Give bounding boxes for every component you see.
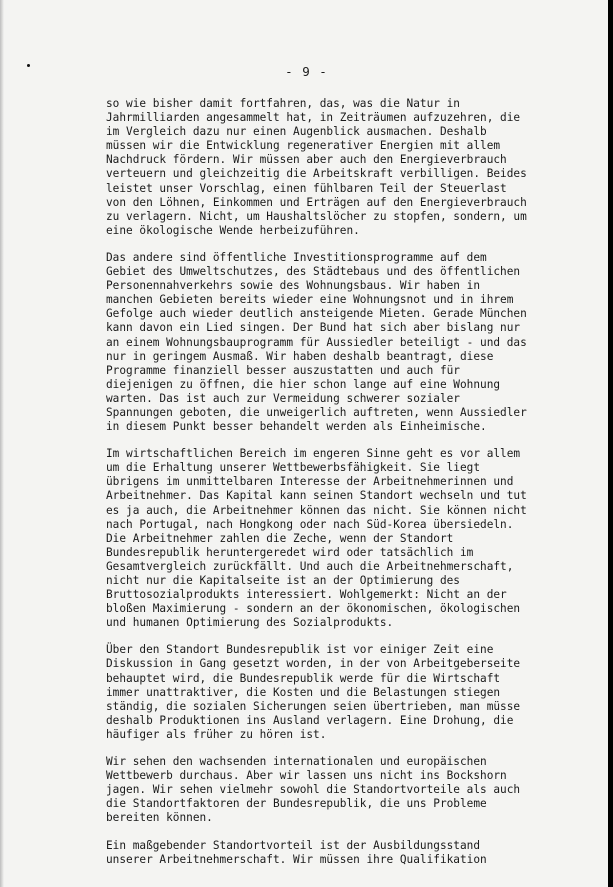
body-text (106, 97, 566, 880)
page-number: - 9 - (285, 64, 328, 79)
scan-edge-right (608, 0, 613, 887)
paragraph-3: Im wirtschaftlichen Bereich im engeren Sinne geht es vor allem um die Erhaltung unserer Wettbewerbsfähigkeit. Sie liegt übrigens im unmittelbaren Interesse der Arbeitnehmerinnen und Arbeitnehmer. Das Kapital kann seinen Standort wechseln und tut es ja auch, die Arbeitnehmer können das nicht. Sie können nicht nach Portugal, nach Hongkong oder nach Süd-Korea übersiedeln. Die Arbeitnehmer zahlen die Zeche, wenn der Standort Bundesrepublik heruntergeredet wird oder tatsächlich im Gesamtvergleich zurückfällt. Und auch die Arbeitnehmerschaft, nicht nur die Kapitalseite ist an der Optimierung des Bruttosozialprodukts interessiert. Wohlgemerkt: Nicht an der bloßen Maximierung - sondern an der ökonomischen, ökologischen und humanen Optimierung des Sozialprodukts. (106, 447, 527, 630)
paragraph-1: so wie bisher damit fortfahren, das, was die Natur in Jahrmilliarden angesammelt hat, in Zeiträumen aufzuzehren, die im Vergleich dazu nur einen Augenblick ausmachen. Deshalb müssen wir die Entwicklung regenerativer Energien mit allem Nachdruck fördern. Wir müssen aber auch den Energieverbrauch verteuern und gleichzeitig die Arbeitskraft verbilligen. Beides leistet unser Vorschlag, einen fühlbaren Teil der Steuerlast von den Löhnen, Einkommen und Erträgen auf den Energieverbrauch zu verlagern. Nicht, um Haushaltslöcher zu stopfen, sondern, um eine ökologische Wende herbeizuführen. (106, 97, 527, 237)
paragraph-5: Wir sehen den wachsenden internationalen und europäischen Wettbewerb durchaus. Aber wir lassen uns nicht ins Bockshorn jagen. Wir sehen vielmehr sowohl die Standortvorteile als auch die Standortfaktoren der Bundesrepublik, die uns Probleme bereiten können. (106, 755, 521, 825)
paragraph-4: Über den Standort Bundesrepublik ist vor einiger Zeit eine Diskussion in Gang gesetzt worden, in der von Arbeitgeberseite behauptet wird, die Bundesrepublik werde für die Wirtschaft immer unattraktiver, die Kosten und die Belastungen stiegen ständig, die sozialen Sicherungen seien übertrieben, man müsse deshalb Produktionen ins Ausland verlagern. Eine Drohung, die häufiger als früher zu hören ist. (106, 643, 521, 741)
paragraph-6: Ein maßgebender Standortvorteil ist der Ausbildungsstand unserer Arbeitnehmerschaft. Wir müssen ihre Qualifikation (106, 838, 487, 866)
scan-edge-left (0, 0, 4, 887)
paragraph-2: Das andere sind öffentliche Investitionsprogramme auf dem Gebiet des Umweltschutzes, des Städtebaus und des öffentlichen Personennahverkehrs sowie des Wohnungsbaus. Wir haben in manchen Gebieten bereits wieder eine Wohnungsnot und in ihrem Gefolge auch wieder deutlich ansteigende Mieten. Gerade München kann davon ein Lied singen. Der Bund hat sich aber bislang nur an einem Wohnungsbauprogramm für Aussiedler beteiligt - und das nur in geringem Ausmaß. Wir haben deshalb beantragt, diese Programme finanziell besser auszustatten und auch für diejenigen zu öffnen, die hier schon lange auf eine Wohnung warten. Das ist auch zur Vermeidung schwerer sozialer Spannungen geboten, die unweigerlich auftreten, wenn Aussiedler in diesem Punkt besser behandelt werden als Einheimische. (106, 250, 527, 434)
